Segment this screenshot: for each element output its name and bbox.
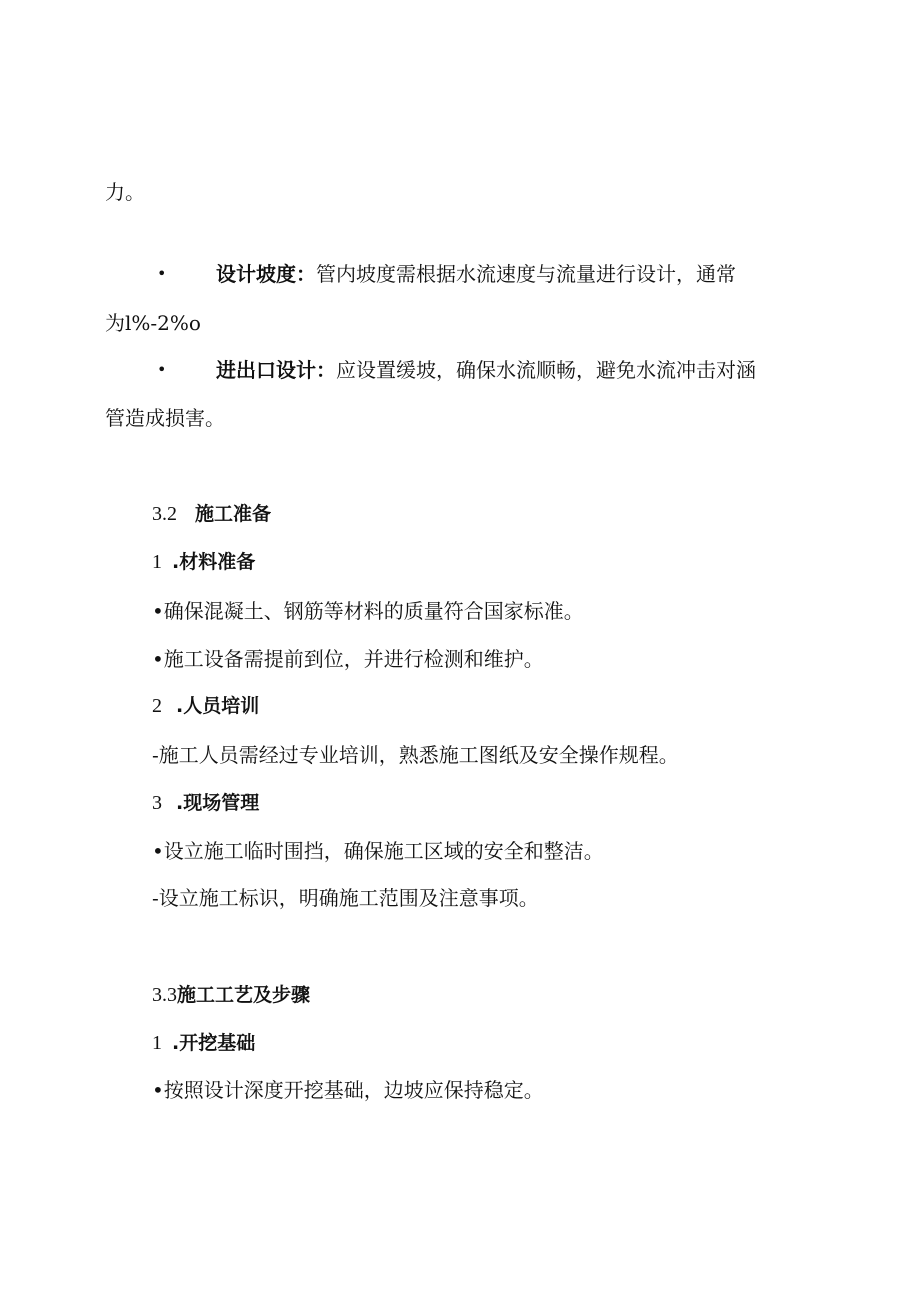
- subsection-number: 1: [152, 1032, 162, 1054]
- design-item-label: 设计坡度：: [216, 262, 316, 286]
- subsection-heading: [152, 1029, 255, 1057]
- design-item-label: 进出口设计：: [216, 358, 336, 382]
- list-item: •设立施工临时围挡，确保施工区域的安全和整洁。: [152, 839, 604, 863]
- subsection-title: .现场管理: [176, 792, 260, 814]
- section-title: 施工工艺及步骤: [177, 984, 311, 1006]
- bullet-marker: •: [157, 264, 167, 283]
- subsection-heading: [152, 692, 259, 720]
- subsection-title: .材料准备: [172, 551, 256, 573]
- list-item: -设立施工标识，明确施工范围及注意事项。: [152, 886, 539, 910]
- list-item: •施工设备需提前到位，并进行检测和维护。: [152, 647, 544, 671]
- design-item-continuation: 为l%-2%o: [105, 311, 201, 335]
- section-heading-3-2: [152, 500, 271, 528]
- section-number: 3.2: [152, 503, 177, 525]
- section-title: 施工准备: [195, 503, 272, 525]
- bullet-marker: •: [157, 360, 167, 379]
- design-item-continuation: 管造成损害。: [105, 406, 225, 430]
- subsection-number: 1: [152, 551, 162, 573]
- section-number: 3.3: [152, 984, 177, 1006]
- subsection-title: .人员培训: [176, 695, 260, 717]
- continuation-text: 力。: [105, 180, 145, 204]
- design-item-inlet-outlet: [216, 356, 756, 384]
- list-item: •确保混凝土、钢筋等材料的质量符合国家标准。: [152, 599, 584, 623]
- design-item-slope: [216, 260, 736, 288]
- subsection-number: 2: [152, 695, 162, 717]
- subsection-heading: [152, 789, 259, 817]
- design-item-text: 管内坡度需根据水流速度与流量进行设计，通常: [316, 262, 736, 286]
- subsection-title: .开挖基础: [172, 1032, 256, 1054]
- subsection-heading: [152, 548, 255, 576]
- subsection-number: 3: [152, 792, 162, 814]
- section-heading-3-3: [152, 981, 310, 1009]
- list-item: •按照设计深度开挖基础，边坡应保持稳定。: [152, 1078, 544, 1102]
- list-item: -施工人员需经过专业培训，熟悉施工图纸及安全操作规程。: [152, 743, 679, 767]
- design-item-text: 应设置缓坡，确保水流顺畅，避免水流冲击对涵: [336, 358, 756, 382]
